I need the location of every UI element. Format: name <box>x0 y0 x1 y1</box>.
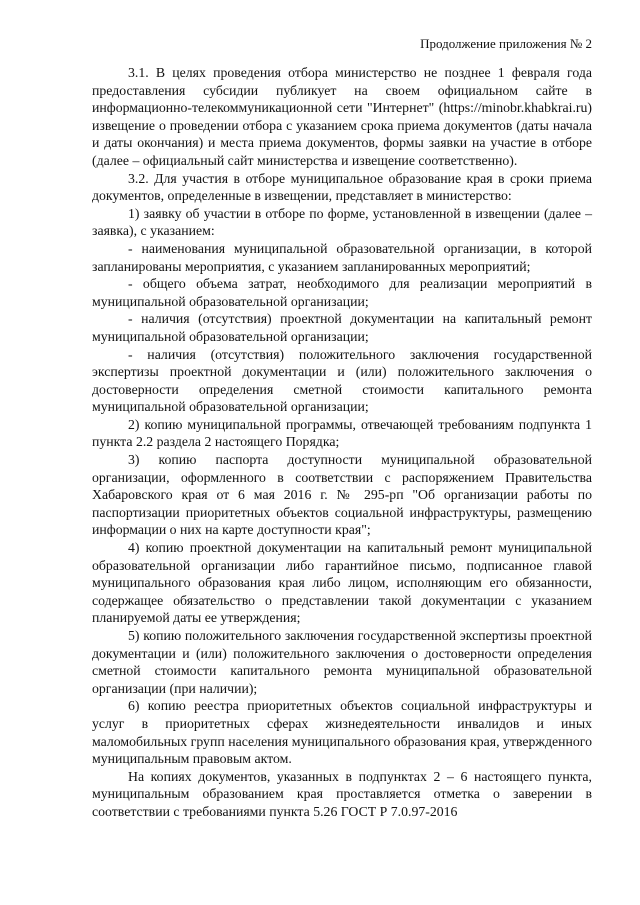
paragraph-copies-certification: На копиях документов, указанных в подпунктах 2 – 6 настоящего пункта, муниципальным образованием края проставляется отметка о заверении в соответствии с требованиями пункта 5.26 ГОСТ Р 7.0.97-2016 <box>92 768 592 819</box>
subitem-expert-conclusion: - наличия (отсутствия) положительного заключения государственной экспертизы проектной документации и (или) положительного заключения о достоверности определения сметной стоимости капитального ремонта муниципальной образовательной организации; <box>92 346 592 415</box>
item-4-project-documentation-copy: 4) копию проектной документации на капитальный ремонт муниципальной образовательной организации либо гарантийное письмо, подписанное главой муниципального образования края либо лицом, исполняющим его обязанности, содержащее обязательство о представлении такой документации с указанием планируемой даты ее утверждения; <box>92 540 592 626</box>
subitem-project-documentation: - наличия (отсутствия) проектной документации на капитальный ремонт муниципальной образовательной организации; <box>92 311 592 344</box>
subitem-total-costs: - общего объема затрат, необходимого для реализации мероприятий в муниципальной образовательной организации; <box>92 276 592 309</box>
page-header: Продолжение приложения № 2 <box>420 36 592 51</box>
item-5-expert-conclusion-copy: 5) копию положительного заключения государственной экспертизы проектной документации и (или) положительного заключения о достоверности определения сметной стоимости капитального ремонта муниципальной образовательной организации (при наличии); <box>92 628 592 696</box>
item-2-program-copy: 2) копию муниципальной программы, отвечающей требованиям подпункта 1 пункта 2.2 раздела 2 настоящего Порядка; <box>92 416 592 450</box>
paragraph-3-1: 3.1. В целях проведения отбора министерство не позднее 1 февраля года предоставления субсидии публикует на своем официальном сайте в информационно-телекоммуникационной сети "Интернет" (https://minobr.khabkrai.ru) извещение о проведении отбора с указанием срока приема документов (даты начала и даты окончания) и места приема документов, формы заявки на участие в отборе (далее – официальный сайт министерства и извещение соответственно). <box>92 65 592 168</box>
subitem-organization-name: - наименования муниципальной образовательной организации, в которой запланированы мероприятия, с указанием запланированных мероприятий; <box>92 240 592 274</box>
item-3-accessibility-passport: 3) копию паспорта доступности муниципальной образовательной организации, оформленного в соответствии с распоряжением Правительства Хабаровского края от 6 мая 2016 г. № 295-рп "Об организации работы по паспортизации приоритетных объектов социальной инфраструктуры, размещению информации о них на карте доступности края"; <box>92 452 592 538</box>
document-body <box>92 64 592 821</box>
paragraph-3-2: 3.2. Для участия в отборе муниципальное образование края в сроки приема документов, определенные в извещении, представляет в министерство: <box>92 170 592 204</box>
item-1-application: 1) заявку об участии в отборе по форме, установленной в извещении (далее – заявка), с указанием: <box>92 205 592 239</box>
item-6-registry-copy: 6) копию реестра приоритетных объектов социальной инфраструктуры и услуг в приоритетных сферах жизнедеятельности инвалидов и иных маломобильных групп населения муниципального образования края, утвержденного муниципальным правовым актом. <box>92 698 592 767</box>
